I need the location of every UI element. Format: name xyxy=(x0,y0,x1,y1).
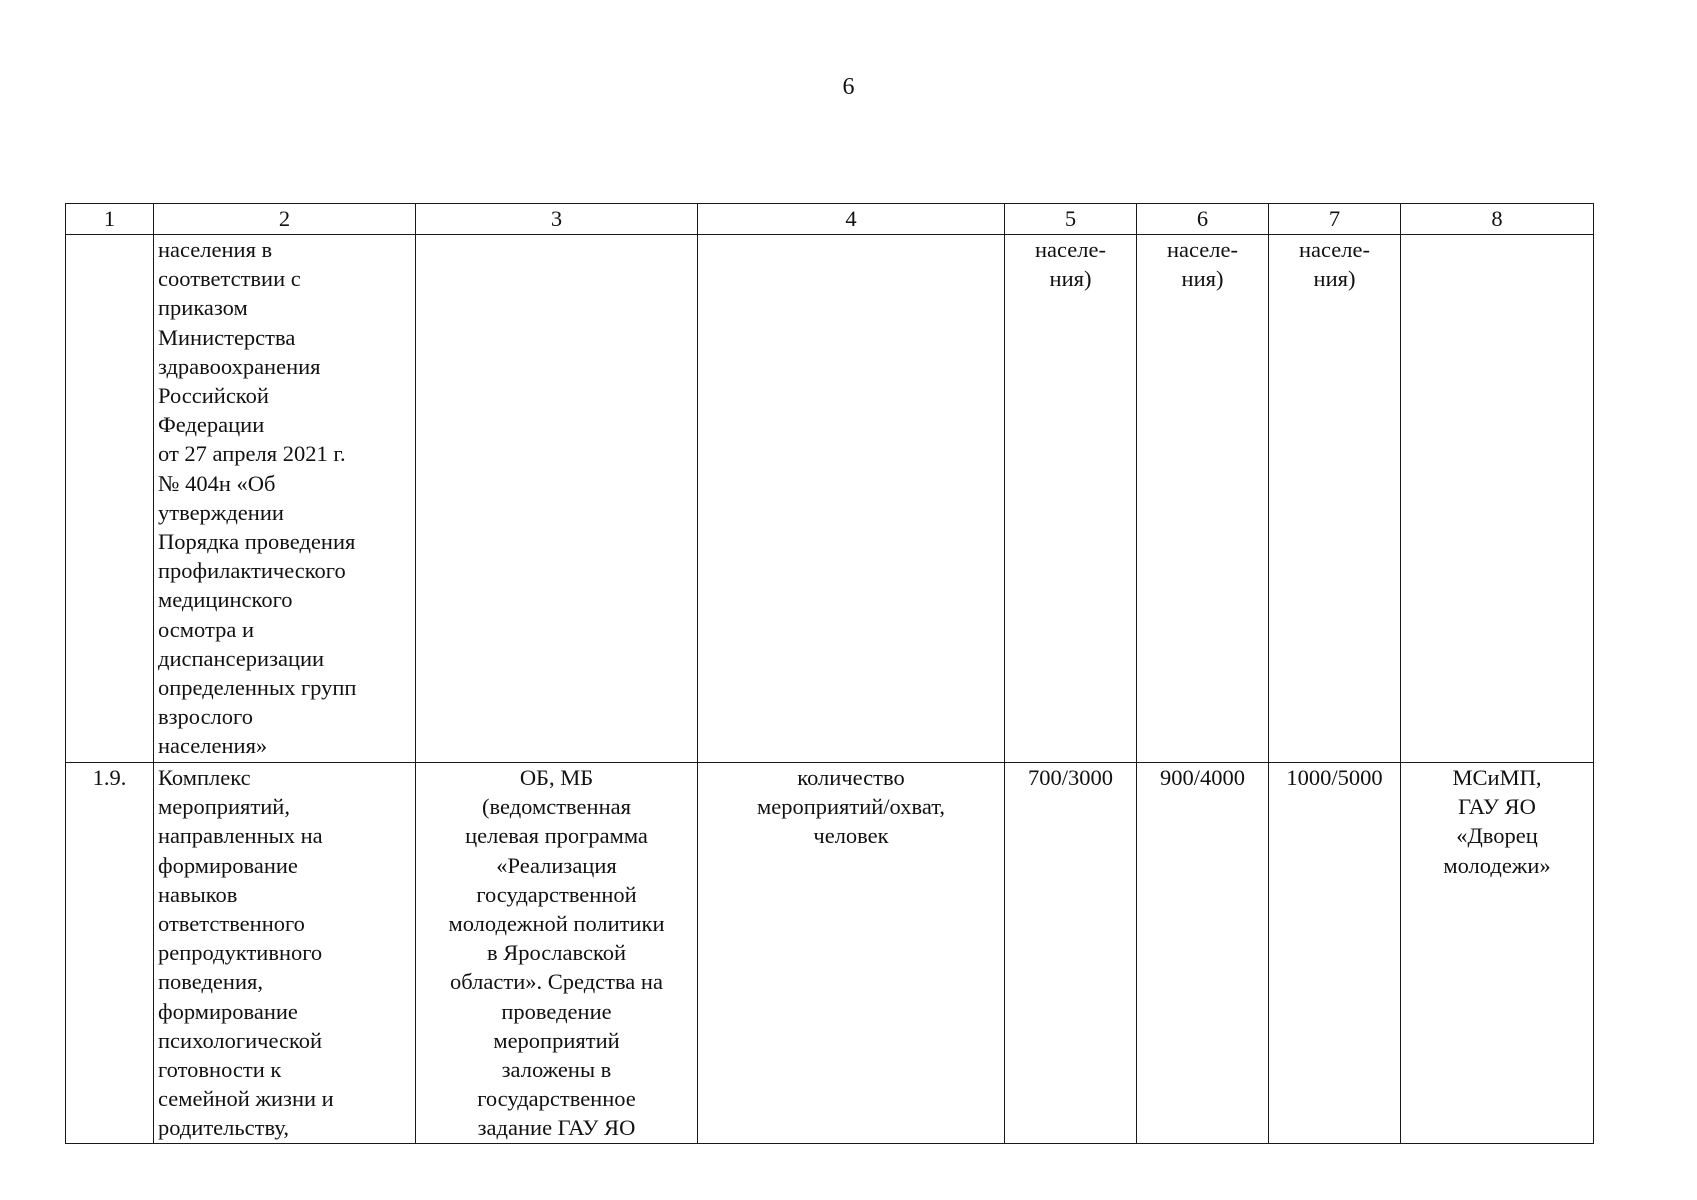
column-header: 3 xyxy=(416,204,698,235)
column-header: 6 xyxy=(1137,204,1269,235)
item-number-cell xyxy=(66,235,154,763)
indicator-cell xyxy=(698,235,1005,763)
column-header: 1 xyxy=(66,204,154,235)
table-row xyxy=(66,763,1594,1144)
column-header: 2 xyxy=(154,204,416,235)
responsible-cell: МСиМП, ГАУ ЯО «Дворец молодежи» xyxy=(1401,763,1594,1144)
column-header: 7 xyxy=(1269,204,1401,235)
funding-source-cell xyxy=(416,235,698,763)
item-number-cell: 1.9. xyxy=(66,763,154,1144)
column-header: 4 xyxy=(698,204,1005,235)
table-row xyxy=(66,235,1594,763)
funding-source-cell: ОБ, МБ (ведомственная целевая программа «Реализация государственной молодежной политики в Ярославской области». Средства на проведение мероприятий заложены в государственное задание ГАУ ЯО xyxy=(416,763,698,1144)
measure-name-cell: населения в соответствии с приказом Министерства здравоохранения Российской Федерации от 27 апреля 2021 г. № 404н «Об утверждении Порядка проведения профилактического медицинского осмотра и диспансеризации определенных групп взрослого населения» xyxy=(154,235,416,763)
column-header: 8 xyxy=(1401,204,1594,235)
responsible-cell xyxy=(1401,235,1594,763)
value-cell: 1000/5000 xyxy=(1269,763,1401,1144)
measures-table xyxy=(65,203,1594,1144)
indicator-cell: количество мероприятий/охват, человек xyxy=(698,763,1005,1144)
value-cell: населе- ния) xyxy=(1137,235,1269,763)
header-row xyxy=(66,204,1594,235)
measure-name-cell: Комплекс мероприятий, направленных на формирование навыков ответственного репродуктивного поведения, формирование психологической готовности к семейной жизни и родительству, xyxy=(154,763,416,1144)
value-cell: населе- ния) xyxy=(1005,235,1137,763)
value-cell: 700/3000 xyxy=(1005,763,1137,1144)
column-header: 5 xyxy=(1005,204,1137,235)
page-number: 6 xyxy=(842,74,855,100)
value-cell: населе- ния) xyxy=(1269,235,1401,763)
value-cell: 900/4000 xyxy=(1137,763,1269,1144)
